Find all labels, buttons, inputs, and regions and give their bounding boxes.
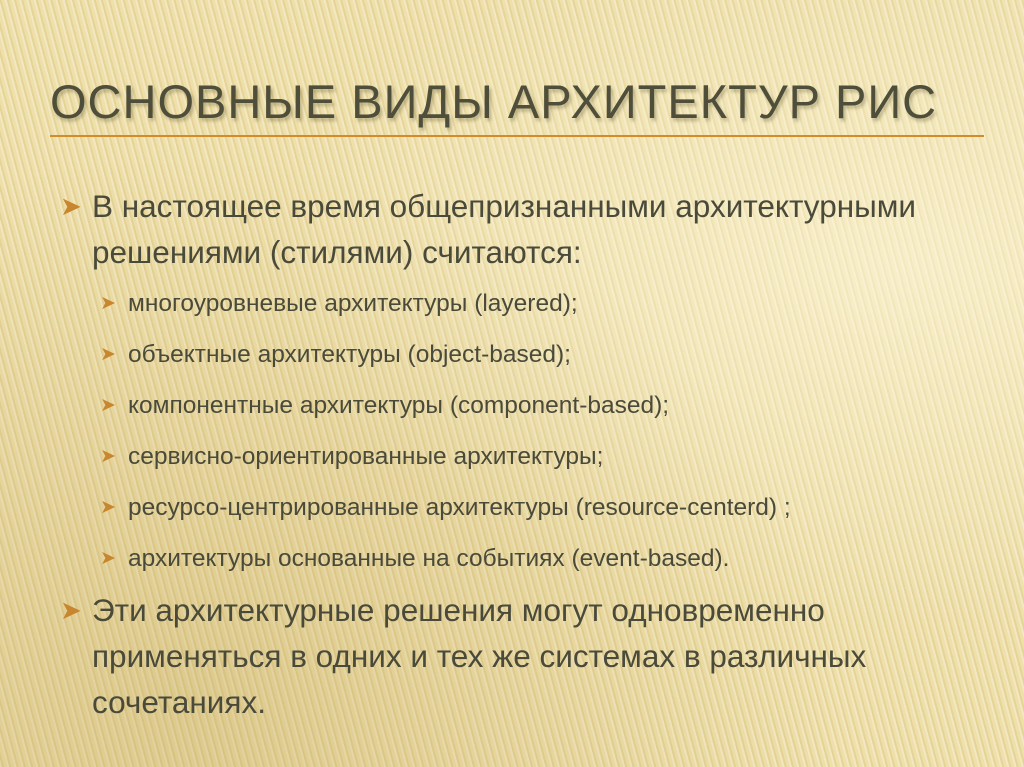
subbullet-text: архитектуры основанные на событиях (event-based). xyxy=(128,545,730,572)
chevron-right-icon: ➤ xyxy=(100,344,116,365)
subbullet-item xyxy=(50,482,1000,533)
subbullet-item xyxy=(50,533,1000,584)
chevron-right-icon: ➤ xyxy=(100,395,116,416)
subbullet-item xyxy=(50,380,1000,431)
chevron-right-icon: ➤ xyxy=(60,595,82,625)
subbullet-item xyxy=(50,329,1000,380)
slide-content xyxy=(50,183,1000,725)
subbullet-item xyxy=(50,431,1000,482)
subbullet-text: ресурсо-центрированные архитектуры (resource-centerd) ; xyxy=(128,494,791,521)
subbullet-text: объектные архитектуры (object-based); xyxy=(128,341,571,368)
chevron-right-icon: ➤ xyxy=(100,548,116,569)
chevron-right-icon: ➤ xyxy=(100,446,116,467)
title-underline xyxy=(50,135,984,137)
chevron-right-icon: ➤ xyxy=(100,497,116,518)
subbullet-text: компонентные архитектуры (component-based); xyxy=(128,392,670,419)
bullet-item xyxy=(50,587,1000,725)
subbullet-item xyxy=(50,278,1000,329)
subbullet-text: сервисно-ориентированные архитектуры; xyxy=(128,443,604,470)
chevron-right-icon: ➤ xyxy=(100,293,116,314)
bullet-text: В настоящее время общепризнанными архитектурными решениями (стилями) считаются: xyxy=(92,188,917,270)
slide-title: ОСНОВНЫЕ ВИДЫ АРХИТЕКТУР РИС xyxy=(50,75,938,128)
bullet-text: Эти архитектурные решения могут одновременно применяться в одних и тех же системах в различных сочетаниях. xyxy=(92,592,867,720)
bullet-item xyxy=(50,183,1000,275)
chevron-right-icon: ➤ xyxy=(60,191,82,221)
subbullet-text: многоуровневые архитектуры (layered); xyxy=(128,290,578,317)
